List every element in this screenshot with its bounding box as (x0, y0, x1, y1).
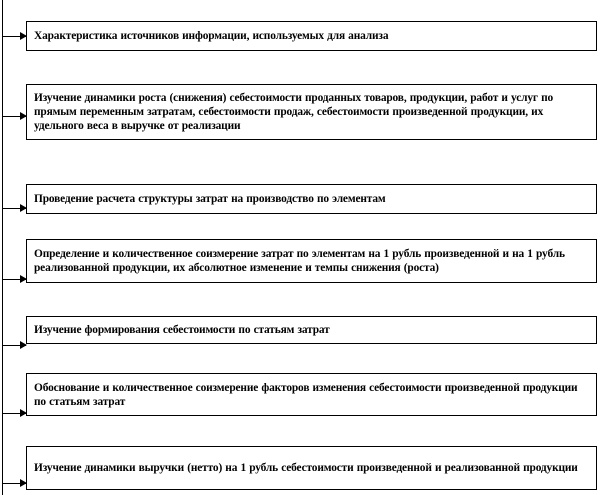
step-2-box (26, 84, 597, 140)
step-5-arrow (2, 345, 26, 346)
vertical-connector-line (2, 0, 3, 495)
step-6-text: Обоснование и количественное соизмерение факторов изменения себестоимости произведенной продукции по статьям затрат (34, 381, 578, 408)
step-6-arrow (2, 413, 26, 414)
step-3-box (26, 184, 597, 214)
step-1-arrow (2, 36, 26, 37)
step-5-text: Изучение формирования себестоимости по статьям затрат (34, 324, 330, 336)
step-4-arrow (2, 279, 26, 280)
step-6-box (26, 373, 597, 416)
step-3-text: Проведение расчета структуры затрат на производство по элементам (34, 193, 386, 205)
step-1-box (26, 21, 597, 51)
step-5-box (26, 316, 597, 344)
step-2-text: Изучение динамики роста (снижения) себестоимости проданных товаров, продукции, работ и услуг по прямым переменным затратам, себестоимости продаж, себестоимости произведенной продукции, их удельного веса в выручке от реализации (34, 92, 554, 132)
step-7-text: Изучение динамики выручки (нетто) на 1 рубль себестоимости произведенной и реализованной продукции (34, 462, 578, 474)
step-4-text: Определение и количественное соизмерение затрат по элементам на 1 рубль произведенной и на 1 рубль реализованной продукции, их абсолютное изменение и темпы снижения (роста) (34, 248, 565, 274)
step-2-arrow (2, 116, 26, 117)
step-7-arrow (2, 483, 26, 484)
step-1-text: Характеристика источников информации, используемых для анализа (34, 30, 389, 42)
step-3-arrow (2, 208, 26, 209)
step-4-box (26, 239, 597, 283)
step-7-box (26, 446, 597, 490)
